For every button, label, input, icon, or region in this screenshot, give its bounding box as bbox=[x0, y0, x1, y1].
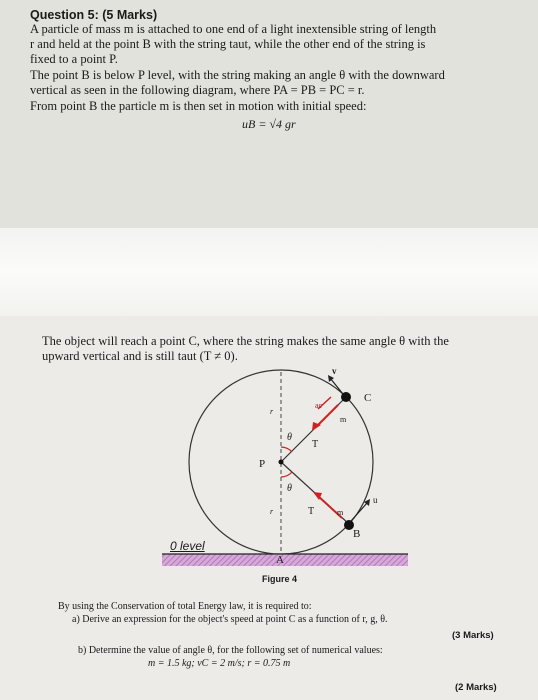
task-b-values: m = 1.5 kg; vC = 2 m/s; r = 0.75 m bbox=[148, 658, 291, 669]
initial-speed-arrow bbox=[351, 503, 367, 521]
label-velocity: v bbox=[332, 366, 337, 376]
task-b: b) Determine the value of angle θ, for the following set of numerical values: bbox=[78, 645, 383, 656]
particle-c bbox=[341, 392, 351, 402]
label-a: A bbox=[276, 554, 284, 566]
label-theta-upper: θ bbox=[287, 432, 292, 443]
angle-arc-upper bbox=[281, 447, 292, 452]
tasks-intro: By using the Conservation of total Energy law, it is required to: bbox=[58, 601, 312, 612]
angle-arc-lower bbox=[281, 472, 292, 477]
label-theta-lower: θ bbox=[287, 483, 292, 494]
text-line: A particle of mass m is attached to one end of a light inextensible string of length bbox=[30, 22, 437, 36]
task-a: a) Derive an expression for the object's speed at point C as a function of r, g, θ. bbox=[72, 614, 388, 625]
text-line: vertical as seen in the following diagram, where PA = PB = PC = r. bbox=[30, 83, 365, 97]
task-a-marks: (3 Marks) bbox=[452, 630, 494, 641]
ground-strip bbox=[162, 554, 408, 566]
zero-level-label: 0 level bbox=[170, 539, 205, 553]
label-p: P bbox=[259, 458, 266, 470]
text-line: From point B the particle m is then set in motion with initial speed: bbox=[30, 99, 367, 113]
pivot-p bbox=[279, 460, 284, 465]
label-tension-c: T bbox=[312, 439, 319, 450]
label-mass-b: m bbox=[337, 508, 344, 517]
label-b: B bbox=[353, 528, 361, 540]
task-b-marks: (2 Marks) bbox=[455, 682, 497, 693]
label-tension-b: T bbox=[308, 506, 315, 517]
text-line: upward vertical and is still taut (T ≠ 0). bbox=[42, 349, 238, 363]
label-acceleration: ac bbox=[315, 401, 323, 410]
figure-caption: Figure 4 bbox=[262, 574, 298, 584]
label-c: C bbox=[364, 392, 372, 404]
text-line: The object will reach a point C, where the string makes the same angle θ with the bbox=[42, 334, 449, 348]
text-line: r and held at the point B with the string taut, while the other end of the string is bbox=[30, 37, 426, 51]
text-line: fixed to a point P. bbox=[30, 52, 118, 66]
label-initial-speed: u bbox=[373, 495, 378, 505]
question-heading: Question 5: (5 Marks) bbox=[30, 8, 158, 22]
label-mass-c: m bbox=[340, 415, 347, 424]
label-radius-upper: r bbox=[270, 407, 274, 416]
label-radius-lower: r bbox=[270, 507, 274, 516]
text-line: The point B is below P level, with the string making an angle θ with the downward bbox=[30, 68, 445, 82]
initial-speed-formula: uB = √4 gr bbox=[242, 117, 296, 131]
